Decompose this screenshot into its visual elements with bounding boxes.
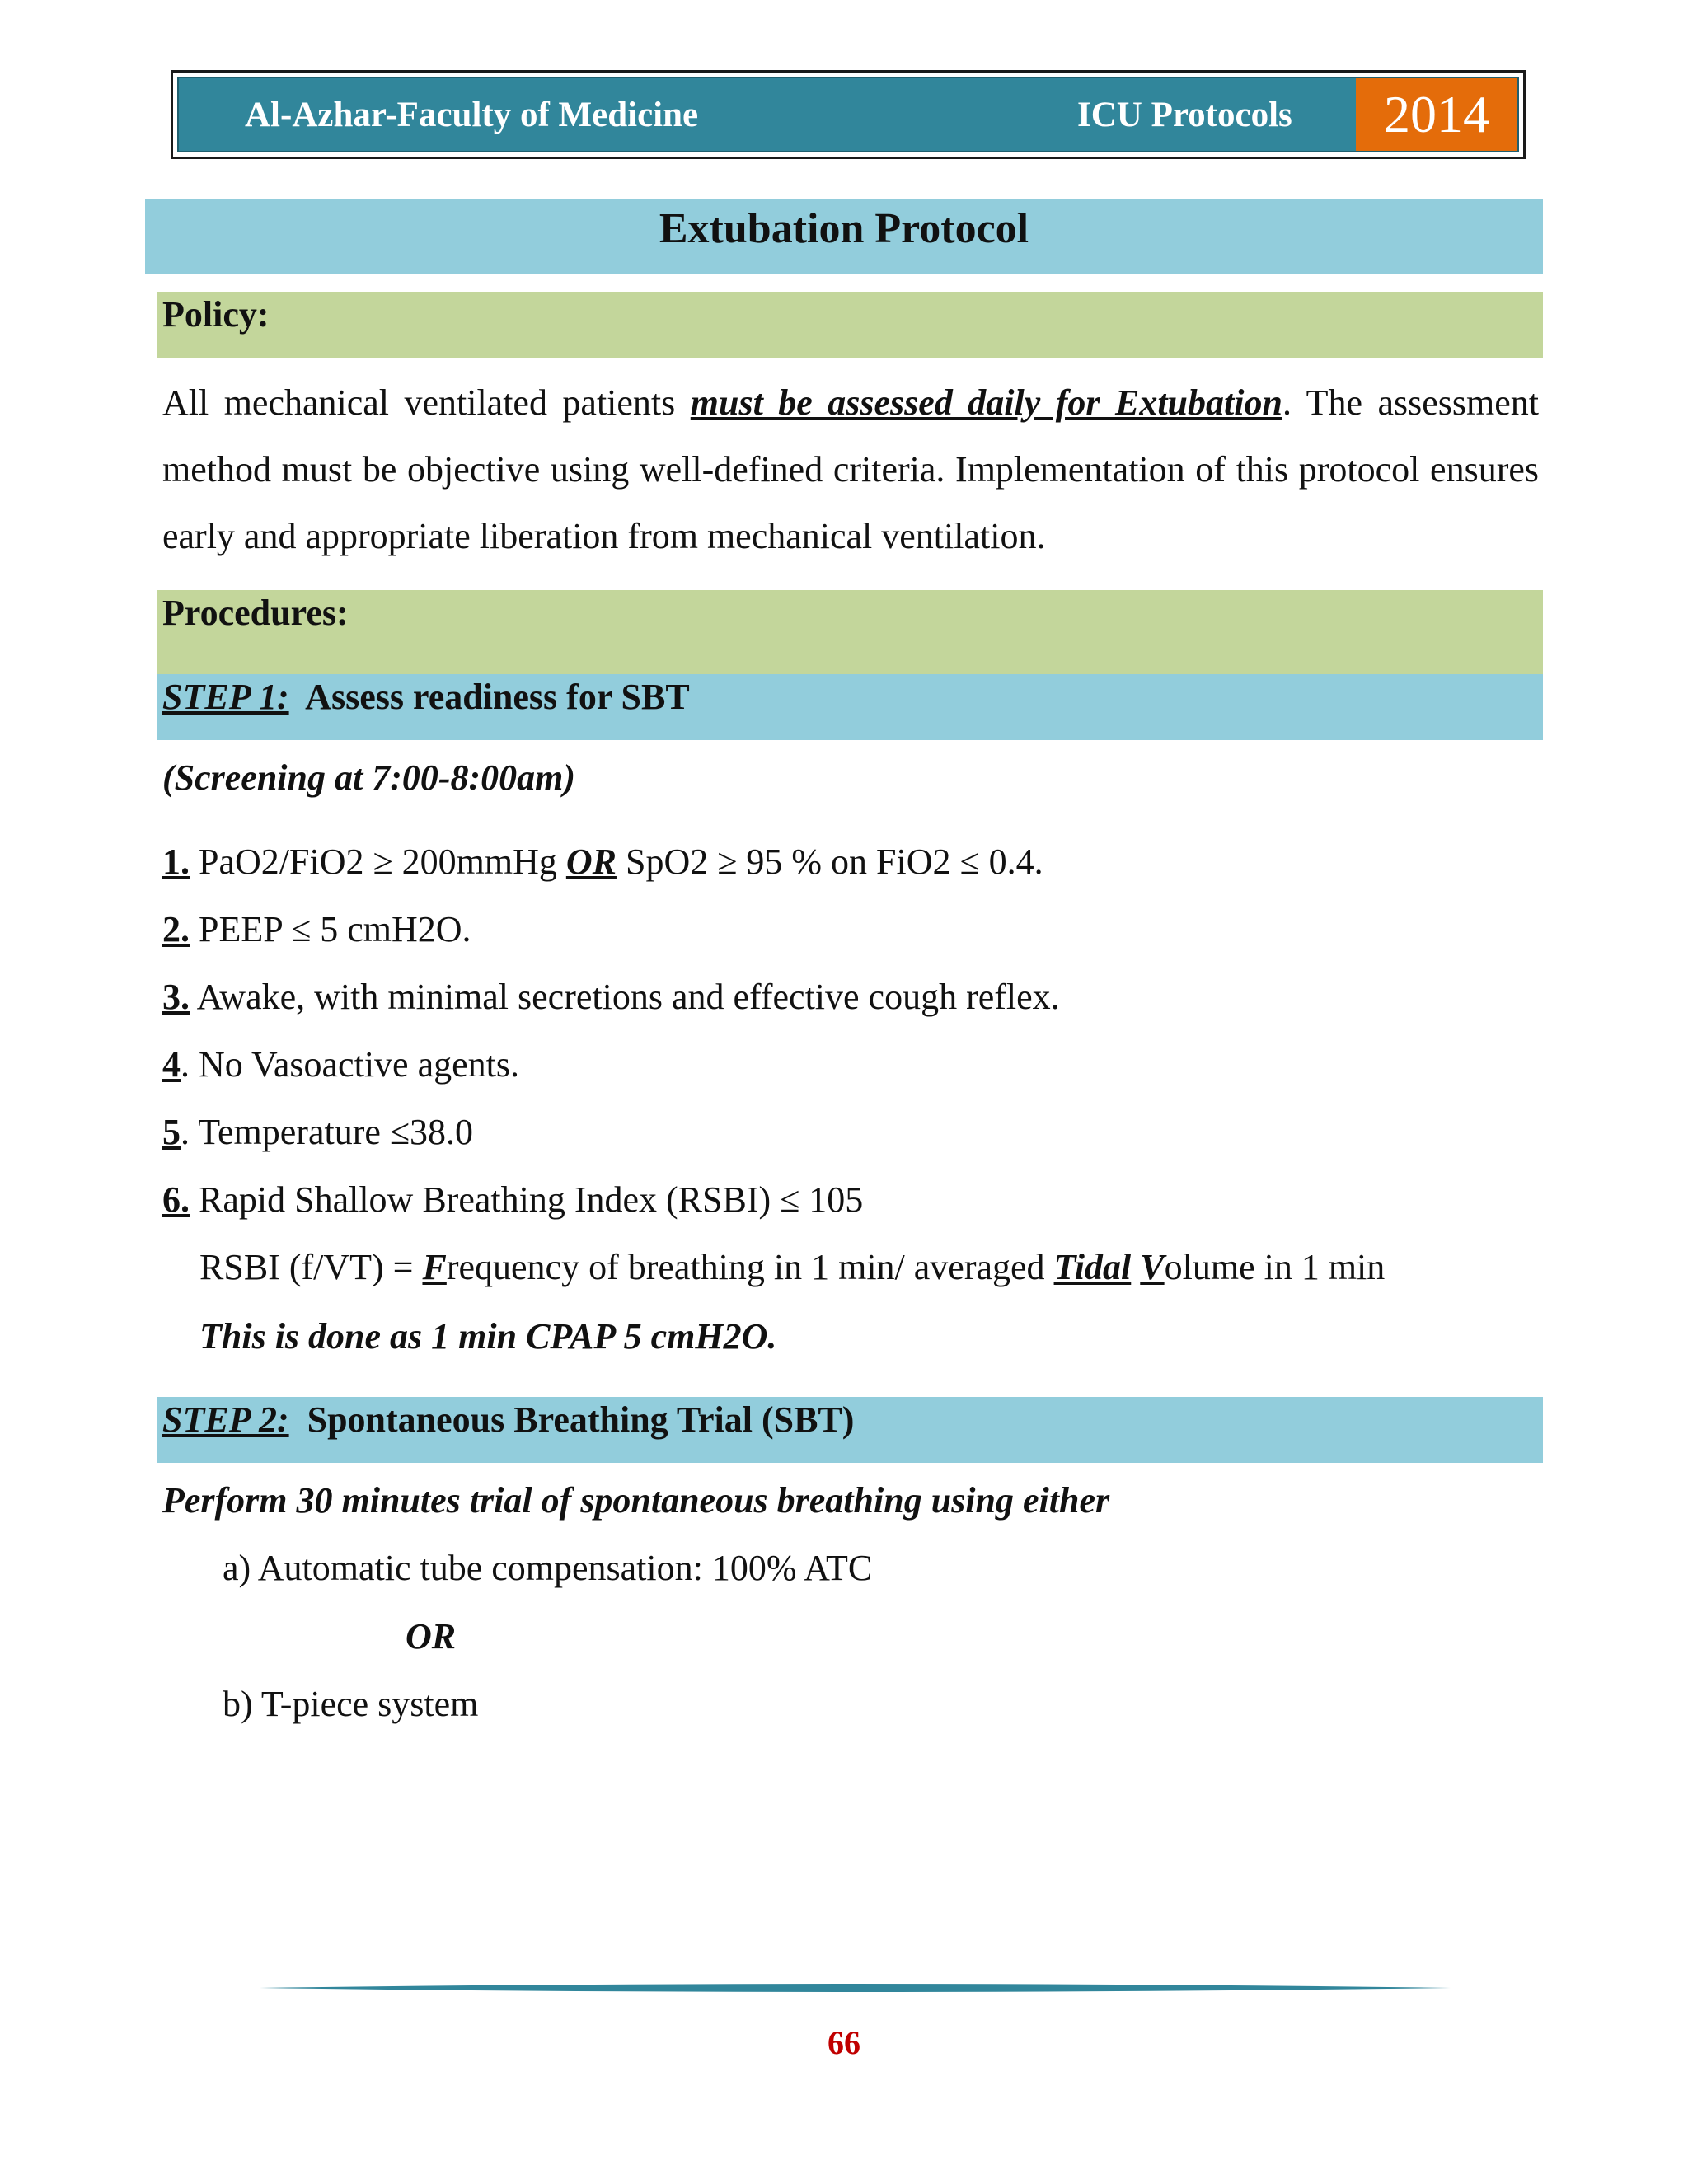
or-separator: OR xyxy=(406,1616,457,1657)
cpap-note: This is done as 1 min CPAP 5 cmH2O. xyxy=(199,1316,777,1357)
page-header xyxy=(171,70,1526,159)
step2-label: STEP 2: xyxy=(162,1399,289,1440)
criterion-5: 5. Temperature ≤38.0 xyxy=(162,1112,474,1152)
rsbi-formula: RSBI (f/VT) = Frequency of breathing in 1 min/ averaged Tidal Volume in 1 min xyxy=(199,1247,1386,1287)
option-a: a) Automatic tube compensation: 100% ATC xyxy=(223,1548,873,1588)
sbt-intro: Perform 30 minutes trial of spontaneous breathing using either xyxy=(162,1480,1110,1521)
criterion-3: 3. Awake, with minimal secretions and effective cough reflex. xyxy=(162,977,1060,1017)
criterion-1: 1. PaO2/FiO2 ≥ 200mmHg OR SpO2 ≥ 95 % on FiO2 ≤ 0.4. xyxy=(162,841,1043,882)
header-bar xyxy=(177,77,1519,152)
step2-heading xyxy=(157,1397,1543,1463)
option-b: b) T-piece system xyxy=(223,1684,479,1724)
criterion-2: 2. PEEP ≤ 5 cmH2O. xyxy=(162,909,471,949)
page-title: Extubation Protocol xyxy=(145,199,1543,274)
policy-emphasis: must be assessed daily for Extubation xyxy=(690,382,1282,423)
page-number: 66 xyxy=(828,2024,860,2061)
header-institution: Al-Azhar-Faculty of Medicine xyxy=(245,96,699,134)
header-year: 2014 xyxy=(1356,78,1517,151)
policy-heading: Policy: xyxy=(157,292,1543,358)
criterion-4: 4. No Vasoactive agents. xyxy=(162,1044,519,1085)
step1-title: Assess readiness for SBT xyxy=(305,677,690,717)
step1-heading xyxy=(157,674,1543,740)
step2-title: Spontaneous Breathing Trial (SBT) xyxy=(307,1399,855,1440)
header-series: ICU Protocols xyxy=(1077,96,1292,134)
footer-divider xyxy=(260,1980,1451,1996)
procedures-heading: Procedures: xyxy=(157,590,1543,674)
step1-label: STEP 1: xyxy=(162,677,289,717)
screening-time: (Screening at 7:00-8:00am) xyxy=(162,757,576,798)
policy-text: All mechanical ventilated patients must be assessed daily for Extubation. The assessment method must be objective using well-defined criteria. Implementation of this protocol ensures early and appropriate liberation from mechanical ventilation. xyxy=(162,382,1540,556)
criterion-6: 6. Rapid Shallow Breathing Index (RSBI) ≤ 105 xyxy=(162,1179,864,1220)
